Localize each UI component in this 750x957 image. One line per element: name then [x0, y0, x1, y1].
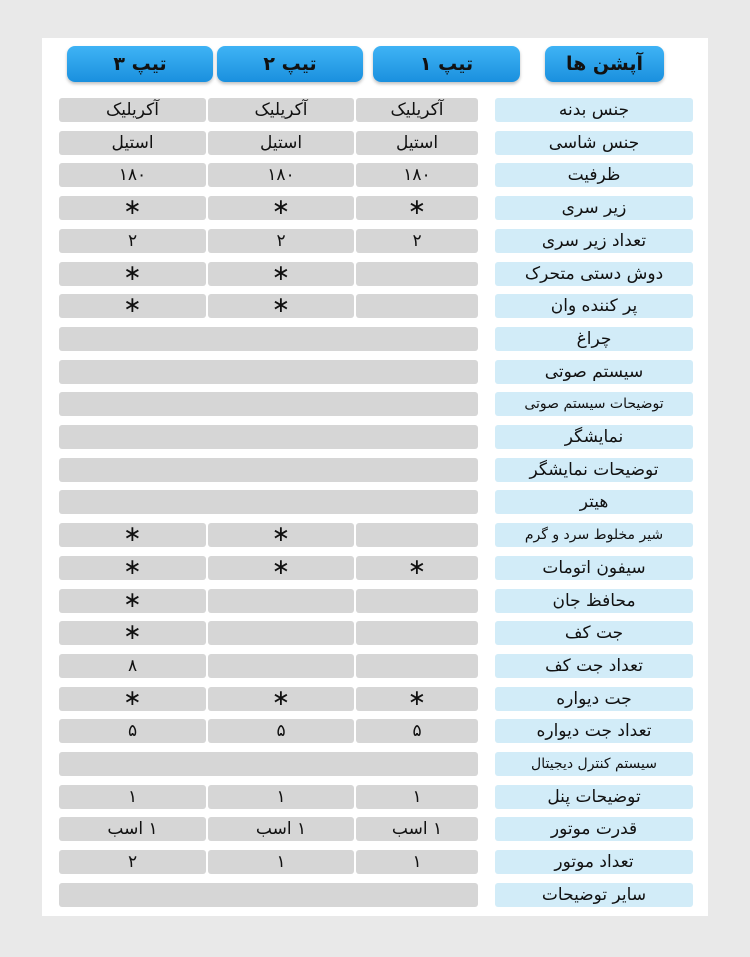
type-3-value: ∗ [59, 556, 206, 580]
type-2-value: ∗ [208, 294, 354, 318]
table-row [59, 360, 693, 384]
type-3-value: ۲ [59, 850, 206, 874]
table-row [59, 229, 693, 253]
table-row [59, 458, 693, 482]
row-label: تعداد جت دیواره [495, 719, 693, 743]
table-row [59, 654, 693, 678]
row-label: زیر سری [495, 196, 693, 220]
type-2-value: آکریلیک [208, 98, 354, 122]
type-3-value: ∗ [59, 621, 206, 645]
type-3-value: ۲ [59, 229, 206, 253]
type-1-value [356, 654, 478, 678]
type-3-value: ∗ [59, 589, 206, 613]
type-2-value: ۱۸۰ [208, 163, 354, 187]
row-label: سایر توضیحات [495, 883, 693, 907]
row-label: ظرفیت [495, 163, 693, 187]
row-label: جنس شاسی [495, 131, 693, 155]
row-label: پر کننده وان [495, 294, 693, 318]
type-2-value: ۱ [208, 785, 354, 809]
row-label: توضیحات سیستم صوتی [495, 392, 693, 416]
type-1-value: استیل [356, 131, 478, 155]
table-row [59, 131, 693, 155]
type-1-value: ۵ [356, 719, 478, 743]
table-row [59, 196, 693, 220]
row-label: سیفون اتومات [495, 556, 693, 580]
row-label: محافظ جان [495, 589, 693, 613]
comparison-table [42, 38, 708, 916]
type-2-value: ∗ [208, 262, 354, 286]
type-1-value: ۱۸۰ [356, 163, 478, 187]
table-row [59, 883, 693, 907]
empty-value-cell [59, 327, 478, 351]
table-row [59, 752, 693, 776]
row-label: قدرت موتور [495, 817, 693, 841]
empty-value-cell [59, 425, 478, 449]
row-label: تعداد زیر سری [495, 229, 693, 253]
row-label: هیتر [495, 490, 693, 514]
type-1-value: ∗ [356, 687, 478, 711]
row-label: نمایشگر [495, 425, 693, 449]
table-row [59, 589, 693, 613]
empty-value-cell [59, 883, 478, 907]
type-1-value [356, 262, 478, 286]
type-3-value: ۱ اسب [59, 817, 206, 841]
type-3-value: ۱۸۰ [59, 163, 206, 187]
type-3-value: ∗ [59, 196, 206, 220]
table-row [59, 719, 693, 743]
type-1-value: ۲ [356, 229, 478, 253]
empty-value-cell [59, 360, 478, 384]
type-3-value: آکریلیک [59, 98, 206, 122]
empty-value-cell [59, 458, 478, 482]
type-1-value: ۱ [356, 850, 478, 874]
type-1-value: ∗ [356, 196, 478, 220]
type-2-value: ۱ اسب [208, 817, 354, 841]
type-2-value: ۱ [208, 850, 354, 874]
row-label: توضیحات نمایشگر [495, 458, 693, 482]
header-type-2: تیپ ۲ [217, 46, 363, 82]
type-1-value [356, 621, 478, 645]
empty-value-cell [59, 752, 478, 776]
table-row [59, 687, 693, 711]
header-options: آپشن ها [545, 46, 664, 82]
type-1-value: ∗ [356, 556, 478, 580]
type-2-value: ∗ [208, 196, 354, 220]
row-label: جنس بدنه [495, 98, 693, 122]
row-label: دوش دستی متحرک [495, 262, 693, 286]
type-2-value [208, 589, 354, 613]
row-label: جت دیواره [495, 687, 693, 711]
row-label: چراغ [495, 327, 693, 351]
table-row [59, 98, 693, 122]
table-row [59, 817, 693, 841]
type-3-value: ∗ [59, 687, 206, 711]
type-3-value: ∗ [59, 523, 206, 547]
row-label: شیر مخلوط سرد و گرم [495, 523, 693, 547]
row-label: جت کف [495, 621, 693, 645]
table-row [59, 163, 693, 187]
table-row [59, 392, 693, 416]
type-1-value [356, 294, 478, 318]
type-1-value: آکریلیک [356, 98, 478, 122]
table-row [59, 850, 693, 874]
table-row [59, 294, 693, 318]
row-label: تعداد موتور [495, 850, 693, 874]
type-3-value: ۸ [59, 654, 206, 678]
row-label: سیستم کنترل دیجیتال [495, 752, 693, 776]
row-label: سیستم صوتی [495, 360, 693, 384]
table-row [59, 327, 693, 351]
type-3-value: ∗ [59, 294, 206, 318]
type-3-value: ۵ [59, 719, 206, 743]
type-2-value: ۵ [208, 719, 354, 743]
empty-value-cell [59, 490, 478, 514]
type-3-value: ۱ [59, 785, 206, 809]
type-2-value: ۲ [208, 229, 354, 253]
row-label: توضیحات پنل [495, 785, 693, 809]
table-row [59, 621, 693, 645]
type-1-value: ۱ [356, 785, 478, 809]
table-row [59, 490, 693, 514]
type-3-value: استیل [59, 131, 206, 155]
type-2-value: استیل [208, 131, 354, 155]
table-row [59, 425, 693, 449]
table-row [59, 556, 693, 580]
row-label: تعداد جت کف [495, 654, 693, 678]
type-2-value [208, 654, 354, 678]
table-row [59, 523, 693, 547]
header-type-3: تیپ ۳ [67, 46, 213, 82]
type-2-value: ∗ [208, 556, 354, 580]
type-2-value [208, 621, 354, 645]
empty-value-cell [59, 392, 478, 416]
type-2-value: ∗ [208, 523, 354, 547]
type-1-value: ۱ اسب [356, 817, 478, 841]
table-row [59, 785, 693, 809]
header-type-1: تیپ ۱ [373, 46, 520, 82]
type-3-value: ∗ [59, 262, 206, 286]
type-2-value: ∗ [208, 687, 354, 711]
type-1-value [356, 523, 478, 547]
type-1-value [356, 589, 478, 613]
table-row [59, 262, 693, 286]
